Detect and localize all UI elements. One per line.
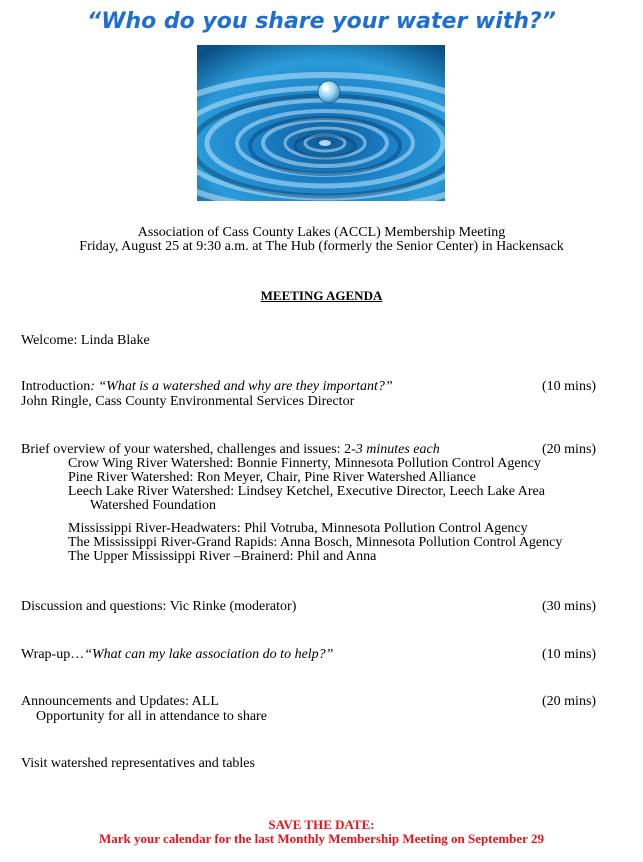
introduction-label: Introduction bbox=[21, 379, 91, 394]
agenda-item-visit: Visit watershed representatives and tables bbox=[21, 756, 255, 771]
introduction-speaker: John Ringle, Cass County Environmental Services Director bbox=[21, 394, 355, 409]
save-the-date-heading: SAVE THE DATE: bbox=[268, 817, 375, 832]
meeting-date-location: Friday, August 25 at 9:30 a.m. at The Hub (formerly the Senior Center) in Hackensack bbox=[79, 239, 564, 254]
agenda-item-discussion: Discussion and questions: Vic Rinke (moderator) bbox=[21, 599, 297, 614]
wrapup-topic: “What can my lake association do to help?” bbox=[84, 647, 334, 662]
announcements-duration: (20 mins) bbox=[542, 694, 597, 709]
agenda-heading: MEETING AGENDA bbox=[260, 288, 383, 303]
introduction-duration: (10 mins) bbox=[542, 379, 597, 394]
watershed-mississippi-headwaters: Mississippi River-Headwaters: Phil Votruba, Minnesota Pollution Control Agency bbox=[68, 521, 528, 536]
overview-duration: (20 mins) bbox=[542, 442, 597, 457]
discussion-duration: (30 mins) bbox=[542, 599, 597, 614]
watershed-crow-wing: Crow Wing River Watershed: Bonnie Finnerty, Minnesota Pollution Control Agency bbox=[68, 456, 541, 471]
save-the-date-text: Mark your calendar for the last Monthly Membership Meeting on September 29 bbox=[99, 831, 544, 846]
meeting-name: Association of Cass County Lakes (ACCL) Membership Meeting bbox=[137, 225, 506, 240]
agenda-item-introduction bbox=[21, 380, 393, 394]
agenda-item-welcome: Welcome: Linda Blake bbox=[21, 333, 150, 348]
meeting-info bbox=[0, 226, 643, 254]
wrapup-label: Wrap-up… bbox=[21, 647, 85, 662]
overview-label: Brief overview of your watershed, challenges and issues: 2 bbox=[21, 442, 352, 457]
watershed-leech-lake-cont: Watershed Foundation bbox=[90, 498, 217, 513]
water-drop-illustration bbox=[197, 45, 445, 201]
wrapup-duration: (10 mins) bbox=[542, 647, 597, 662]
agenda-item-announcements: Announcements and Updates: ALL bbox=[21, 694, 219, 709]
water-drop-ripple-image bbox=[197, 45, 445, 201]
watershed-leech-lake: Leech Lake River Watershed: Lindsey Ketchel, Executive Director, Leech Lake Area bbox=[68, 484, 545, 499]
announcements-sub: Opportunity for all in attendance to share bbox=[36, 709, 267, 724]
agenda-item-overview bbox=[21, 443, 440, 457]
overview-time-note: -3 minutes each bbox=[351, 442, 440, 457]
watershed-upper-mississippi-brainerd: The Upper Mississippi River –Brainerd: Phil and Anna bbox=[68, 549, 377, 564]
watershed-pine-river: Pine River Watershed: Ron Meyer, Chair, Pine River Watershed Alliance bbox=[68, 470, 476, 485]
introduction-topic: : “What is a watershed and why are they important?” bbox=[90, 379, 393, 394]
agenda-item-wrapup bbox=[21, 648, 333, 662]
watershed-mississippi-grand-rapids: The Mississippi River-Grand Rapids: Anna Bosch, Minnesota Pollution Control Agency bbox=[68, 535, 563, 550]
document-title: “Who do you share your water with?” bbox=[87, 9, 556, 34]
